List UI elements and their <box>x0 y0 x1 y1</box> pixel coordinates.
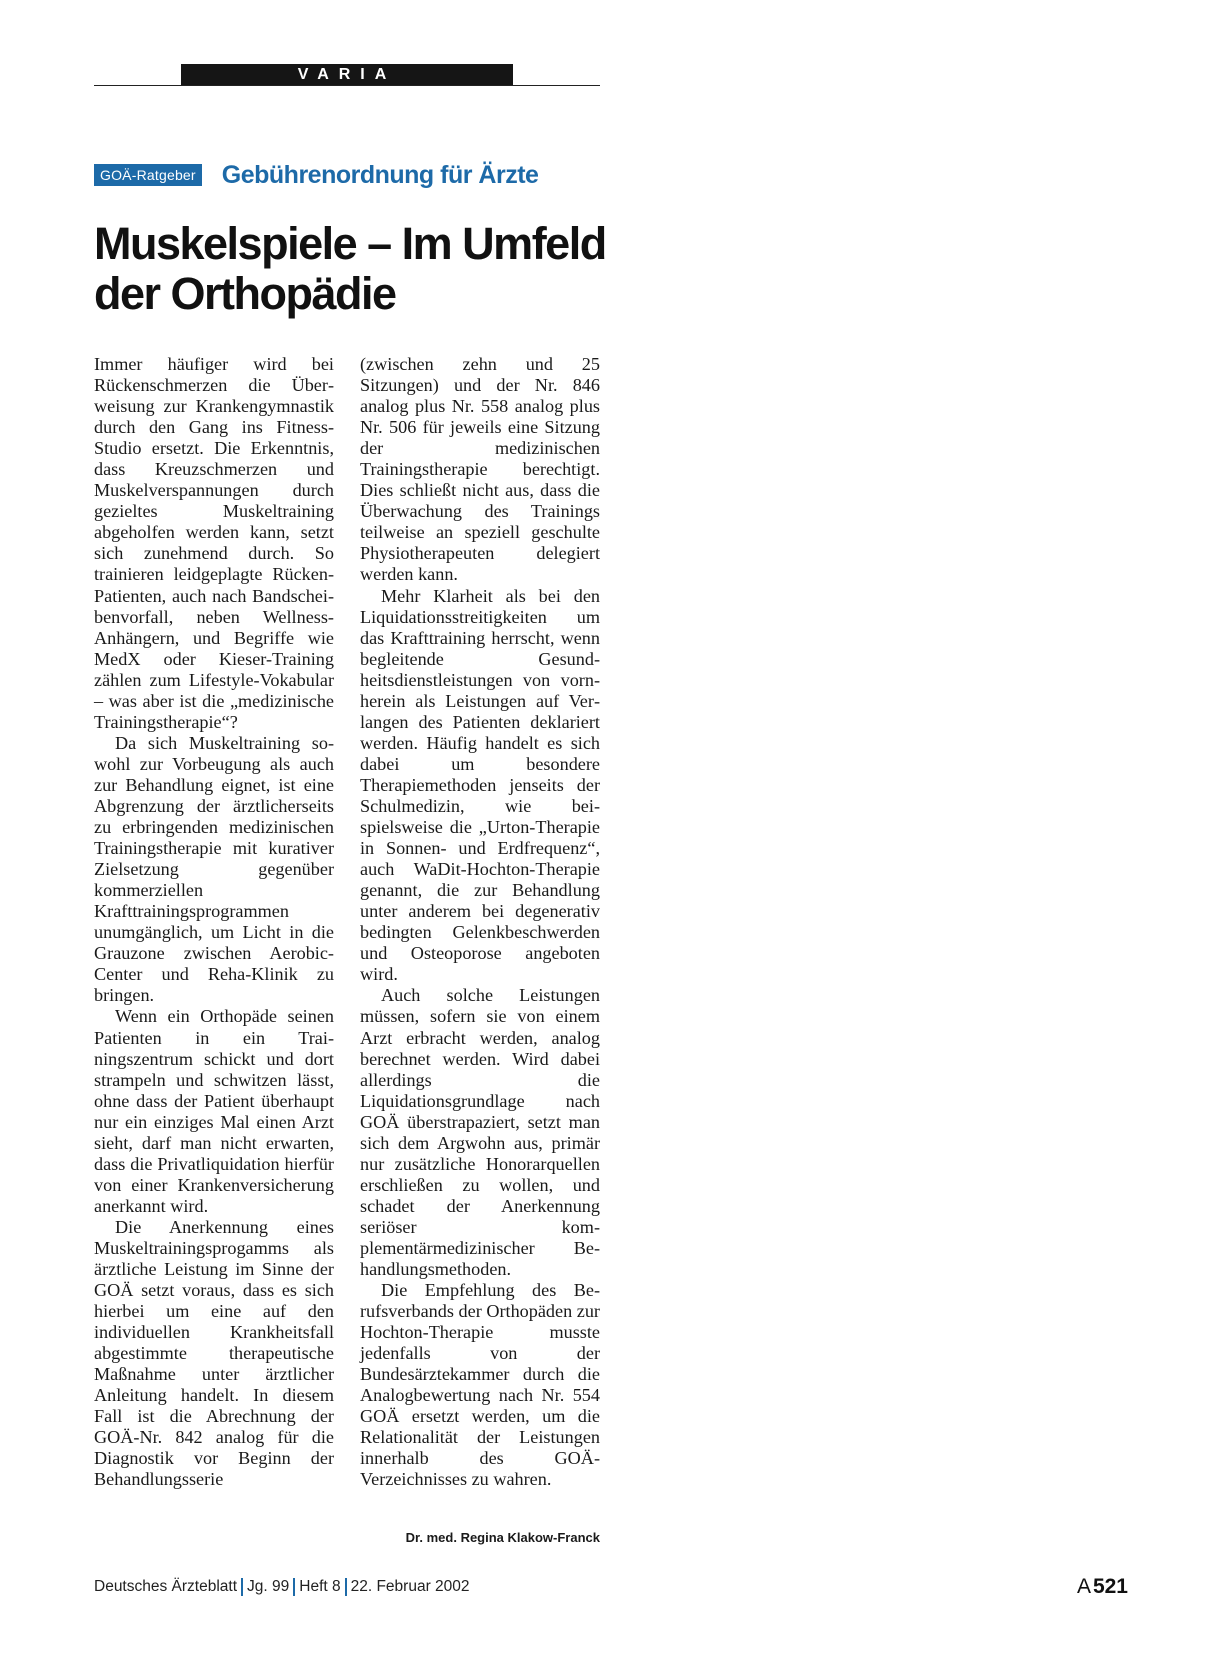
footer-separator <box>293 1578 295 1596</box>
issue-date: 22. Februar 2002 <box>350 1578 470 1595</box>
article-column-left <box>94 354 334 1491</box>
paragraph: Die Anerkennung eines Muskeltrainingsprogamms als ärztliche Leistung im Sinne der GOÄ setzt voraus, dass es sich hierbei um eine auf den individuellen Krankheitsfall abgestimmte therapeutische Maßnahme unter ärztlicher Anleitung handelt. In diesem Fall ist die Abrechnung der GOÄ-Nr. 842 analog für die Diagnostik vor Beginn der Behandlungsserie <box>94 1216 334 1490</box>
page-number-value: 521 <box>1092 1575 1128 1598</box>
section-rule <box>94 85 600 86</box>
kicker <box>94 162 538 188</box>
journal-name: Deutsches Ärzteblatt <box>94 1578 238 1595</box>
paragraph: Auch solche Leistungen müssen, sofern sie von einem Arzt erbracht werden, analog berechnet werden. Wird dabei allerdings die Liquidationsgrundlage nach GOÄ überstrapaziert, setzt man sich dem Argwohn aus, primär nur zusätzliche Honorarquellen erschließen zu wollen, und schadet der Anerkennung seriöser komplementärmedizinischer Behandlungsmethoden. <box>360 985 600 1280</box>
section-label: VARIA <box>181 64 513 85</box>
journal-volume: Jg. 99 <box>247 1578 290 1595</box>
kicker-title: Gebührenordnung für Ärzte <box>221 160 539 189</box>
paragraph: Da sich Muskeltraining sowohl zur Vorbeugung als auch zur Behandlung eignet, ist eine Abgrenzung der ärztlicherseits zu erbringenden medizinischen Trainingstherapie mit kurativer Zielsetzung gegenüber kommerziellen Krafttrainingsprogrammen unumgänglich, um Licht in die Grauzone zwischen Aerobic-Center und Reha-Klinik zu bringen. <box>94 732 334 1006</box>
journal-issue: Heft 8 <box>299 1578 341 1595</box>
article-column-right <box>360 354 600 1491</box>
paragraph: Die Empfehlung des Berufsverbands der Orthopäden zur Hochton-Therapie musste jedenfalls von der Bundesärztekammer durch die Analogbewertung nach Nr. 554 GOÄ ersetzt werden, um die Relationalität der Leistungen innerhalb des GOÄ-Verzeichnisses zu wahren. <box>360 1280 600 1490</box>
footer-separator <box>241 1578 243 1596</box>
headline-line-1: Muskelspiele – Im Umfeld <box>94 218 606 269</box>
paragraph: Wenn ein Orthopäde seinen Patienten in ein Trainingszentrum schickt und dort strampeln und schwitzen lässt, ohne dass der Patient überhaupt nur ein einziges Mal einen Arzt sieht, darf man nicht erwarten, dass die Privatliquidation hierfür von einer Krankenversicherung anerkannt wird. <box>94 1006 334 1216</box>
page-prefix: A <box>1076 1575 1091 1598</box>
article-headline <box>94 219 614 319</box>
page-footer <box>94 1578 470 1596</box>
kicker-badge: GOÄ-Ratgeber <box>94 164 202 186</box>
paragraph: Immer häufiger wird bei Rückenschmerzen die Überweisung zur Krankengymnastik durch den Gang ins Fitness-Studio ersetzt. Die Erkenntnis, dass Kreuzschmerzen und Muskelverspannungen durch gezieltes Muskeltraining abgeholfen werden kann, setzt sich zunehmend durch. So trainieren leidgeplagte Rücken-Patienten, auch nach Bandscheibenvorfall, neben Wellness-Anhängern, und Begriffe wie MedX oder Kieser-Training zählen zum Lifestyle-Vokabular – was aber ist die „medizinische Trainingstherapie“? <box>94 354 334 732</box>
headline-line-2: der Orthopädie <box>94 268 396 319</box>
paragraph: (zwischen zehn und 25 Sitzungen) und der Nr. 846 analog plus Nr. 558 analog plus Nr. 506 für jeweils eine Sitzung der medizinischen Trainingstherapie berechtigt. Dies schließt nicht aus, dass die Überwachung des Trainings teilweise an speziell geschulte Physiotherapeuten delegiert werden kann. <box>360 354 600 585</box>
paragraph: Mehr Klarheit als bei den Liquidationsstreitigkeiten um das Krafttraining herrscht, wenn begleitende Gesundheitsdienstleistungen von vornherein als Leistungen auf Verlangen des Patienten deklariert werden. Häufig handelt es sich dabei um besondere Therapiemethoden jenseits der Schulmedizin, wie beispielsweise die „Urton-Therapie in Sonnen- und Erdfrequenz“, auch WaDit-Hochton-Therapie genannt, die zur Behandlung unter anderem bei degenerativ bedingten Gelenkbeschwerden und Osteoporose angeboten wird. <box>360 585 600 985</box>
page-number <box>1077 1575 1128 1599</box>
footer-separator <box>345 1578 347 1596</box>
author-byline: Dr. med. Regina Klakow-Franck <box>405 1530 600 1545</box>
